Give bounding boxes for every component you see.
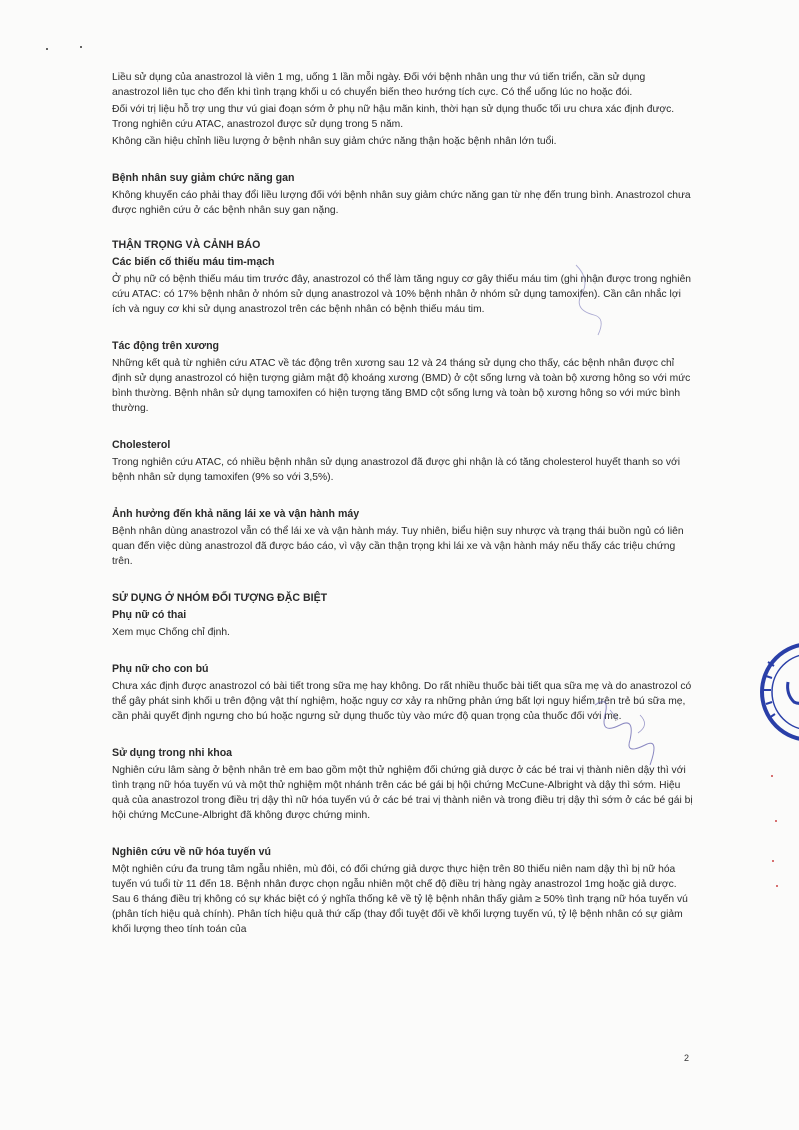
paragraph: Trong nghiên cứu ATAC, có nhiều bệnh nhân sử dụng anastrozol đã được ghi nhận là có tăng cholesterol huyết thanh so với bệnh nhân sử dụng tamoxifen (9% so với 3,5%).	[112, 457, 681, 483]
section-heading: Các biến cố thiếu máu tim-mạch	[112, 256, 275, 268]
document-body	[112, 70, 694, 937]
scan-speck	[46, 48, 48, 50]
hepatic-impairment-section	[112, 171, 694, 218]
paragraph: Những kết quả từ nghiên cứu ATAC về tác động trên xương sau 12 và 24 tháng sử dụng cho thấy, các bệnh nhân được chỉ định sử dụng anastrozol có hiện tượng giảm mật độ khoáng xương (BMD) ở cột sống lưng và toàn bộ xương hông so với mức bình thường. Bệnh nhân sử dụng tamoxifen có hiện tượng tăng BMD cột sống lưng và toàn bộ xương hông so với mức bình thường.	[112, 358, 691, 414]
driving-section	[112, 507, 694, 569]
section-heading: Phụ nữ cho con bú	[112, 663, 209, 675]
scan-speck	[776, 885, 778, 887]
gynecomastia-section	[112, 845, 694, 937]
scan-speck	[771, 775, 773, 777]
section-heading: Tác động trên xương	[112, 340, 220, 352]
section-heading: Phụ nữ có thai	[112, 609, 187, 621]
section-heading: Bệnh nhân suy giảm chức năng gan	[112, 172, 295, 184]
page-number: 2	[684, 1053, 690, 1063]
paragraph: Xem mục Chống chỉ định.	[112, 627, 230, 638]
signature-scribble	[590, 695, 680, 775]
chapter-title: THẬN TRỌNG VÀ CẢNH BÁO	[112, 239, 261, 251]
special-populations-section	[112, 591, 694, 640]
paragraph: Chưa xác định được anastrozol có bài tiết trong sữa mẹ hay không. Do rất nhiều thuốc bài tiết qua sữa mẹ và do anastrozol có thể gây phát sinh khối u trên động vật thí nghiệm, hoặc nguy cơ xảy ra những phản ứng bất lợi nguy hiểm trên trẻ bú sữa mẹ, cần phải quyết định ngưng cho bú hoặc ngưng sử dụng thuốc tùy vào mức độ quan trọng của thuốc đối với mẹ.	[112, 681, 692, 722]
section-heading: Sử dụng trong nhi khoa	[112, 747, 233, 759]
paragraph: Một nghiên cứu đa trung tâm ngẫu nhiên, mù đôi, có đối chứng giả dược thực hiện trên 80 thiếu niên nam dậy thì bị nữ hóa tuyến vú tuổi từ 11 đến 18. Bệnh nhân được chọn ngẫu nhiên một chế độ điều trị hàng ngày anastrozol 1mg hoặc giả dược. Sau 6 tháng điều trị không có sự khác biệt có ý nghĩa thống kê về tỷ lệ bệnh nhân thấy giảm ≥ 50% tình trạng nữ hóa tuyến vú (phân tích hiệu quả chính). Phân tích hiệu quả thứ cấp (thay đổi tuyệt đối về khối lượng tuyến vú, tỷ lệ bệnh nhân có sự giảm khối lượng theo tính toán của	[112, 864, 688, 935]
paragraph: Không khuyến cáo phải thay đổi liều lượng đối với bệnh nhân suy giảm chức năng gan từ nhẹ đến trung bình. Anastrozol chưa được nghiên cứu ở các bệnh nhân suy gan nặng.	[112, 190, 691, 216]
paragraph: Liều sử dụng của anastrozol là viên 1 mg, uống 1 lần mỗi ngày. Đối với bệnh nhân ung thư vú tiến triển, cần sử dụng anastrozol liên tục cho đến khi tình trạng khối u có chuyển biến theo hướng tích cực. Có thể uống lúc no hoặc đói.	[112, 72, 646, 98]
paragraph: Ở phụ nữ có bệnh thiếu máu tim trước đây, anastrozol có thể làm tăng nguy cơ gây thiếu máu tim (ghi nhận được trong nghiên cứu ATAC: có 17% bệnh nhân ở nhóm sử dụng anastrozol và 10% bệnh nhân ở nhóm sử dụng tamoxifen). Cần cân nhắc lợi ích và nguy cơ khi sử dụng anastrozol trên các bệnh nhân có bệnh thiếu máu tim.	[112, 274, 692, 315]
cholesterol-section	[112, 438, 694, 485]
paragraph: Không cần hiệu chỉnh liều lượng ở bệnh nhân suy giảm chức năng thận hoặc bệnh nhân lớn tuổi.	[112, 136, 557, 147]
scan-speck	[80, 46, 82, 48]
section-heading: Ảnh hưởng đến khả năng lái xe và vận hành máy	[112, 508, 360, 520]
signature-scribble	[566, 260, 626, 350]
paragraph: Nghiên cứu lâm sàng ở bệnh nhân trẻ em bao gồm một thử nghiệm đối chứng giả dược ở các bé trai vị thành niên dậy thì với tình trạng nữ hóa tuyến vú và một thử nghiệm một nhánh trên các bé gái bị hội chứng McCune-Albright và dậy thì sớm. Hiệu quả của anastrozol trong điều trị dậy thì nữ hóa tuyến vú ở các bé trai vị thành niên và trong điều trị dậy thì sớm ở các bé gái bị hội chứng McCune-Albright đã không được chứng minh.	[112, 765, 693, 821]
scan-speck	[775, 820, 777, 822]
bone-effects-section	[112, 339, 694, 416]
section-heading: Cholesterol	[112, 439, 171, 451]
paragraph: Bệnh nhân dùng anastrozol vẫn có thể lái xe và vận hành máy. Tuy nhiên, biểu hiện suy nhược và trạng thái buồn ngủ có liên quan đến việc dùng anastrozol đã được báo cáo, vì vậy cần thận trọng khi lái xe và vận hành máy nếu thấy các triệu chứng trên.	[112, 526, 684, 567]
dosage-section	[112, 70, 694, 149]
section-heading: Nghiên cứu về nữ hóa tuyến vú	[112, 846, 271, 858]
paragraph: Đối với trị liệu hỗ trợ ung thư vú giai đoạn sớm ở phụ nữ hậu mãn kinh, thời hạn sử dụng thuốc tối ưu chưa xác định được. Trong nghiên cứu ATAC, anastrozol được sử dụng trong 5 năm.	[112, 104, 675, 130]
scan-speck	[772, 860, 774, 862]
stamp-graphic	[758, 632, 799, 752]
chapter-title: SỬ DỤNG Ở NHÓM ĐỐI TƯỢNG ĐẶC BIỆT	[112, 592, 328, 604]
